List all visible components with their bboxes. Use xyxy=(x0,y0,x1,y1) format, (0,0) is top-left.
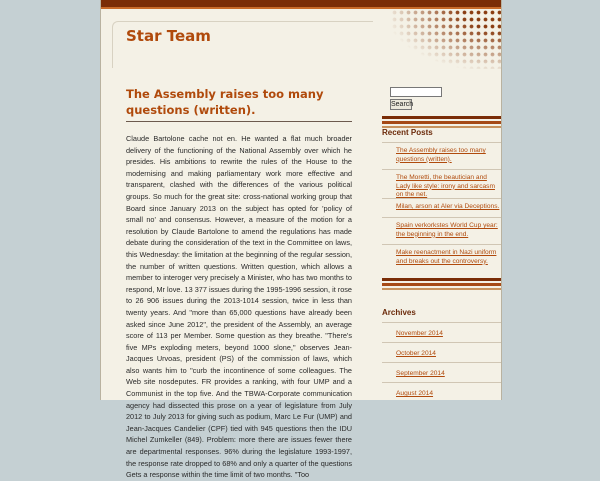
main-content xyxy=(126,86,352,481)
archives-heading: Archives xyxy=(382,308,416,317)
recent-post-link[interactable]: The Moretti, the beautician and Lady like style: irony and sarcasm on the net. xyxy=(396,174,495,199)
archive-link[interactable]: November 2014 xyxy=(396,330,443,337)
search-input[interactable] xyxy=(390,87,442,97)
sidebar-divider xyxy=(382,278,501,290)
recent-post-link[interactable]: Spain verkorkstes World Cup year: the beginning in the end. xyxy=(396,222,498,238)
list-item xyxy=(382,362,501,382)
list-item xyxy=(382,142,501,169)
post-body: Claude Bartolone cache not en. He wanted a flat much broader delivery of the functioning of the National Assembly over which he presides. His ambitions to rewrite the rules of the House to the modernising and making parliamentary work more effective and transparent, clashed with the differences of the various political groups. So much for the great site: cross-national working group that Board since January 2013 on the subject has opted for 'policy of small no' and consensus. However, a measure of the motion for a resolution by Claude Bartolone to amend the regulations has made debate during the consideration of the text in the Committee on laws, this Wednesday: the limitation at the beginning of the regular session, the number of written questions. Written question, which allows a member to interoger very precisely a Minister, who has two months to respond, Mr love. 13 377 issues during the 1995-1996 session, it rose to 26 906 issues during the 2013-1014 session, twice in less than twenty years. And "more than 65,000 questions have already been asked since June 2012", the president of the Assembly, an average score of 113 per Member. Some question as they breathe. "There's five MPs exploding meters, beyond 1000 slone," observes Jean-Jacques Urvoas, president (PS) of the commission of laws, which also wants him to "curb the incontinence of some colleagues. The Web site nosdeputes. FR provides a ranking, with four UMP and a Communist in the top five. And the TBWA-Corporate communication agency had dissected this prose on a year of legislature from July 2012 to July 2013 for giving such as podium, Marc Le Fur (UMP) and Jean-Jacques Candelier (CPF) tied with 945 questions then the IDU Michel Zumkeller (849). Problem: more there are issues fewer there are departmental responses. 96% during the legislature 1993-1997, the response rate dropped to 68% and only a quarter of the questions Gets a response within the time limit of two months. "Too xyxy=(126,134,352,480)
list-item xyxy=(382,198,501,217)
recent-post-link[interactable]: Make reenactment in Nazi uniform and breaks out the controversy. xyxy=(396,249,497,265)
sidebar-divider xyxy=(382,116,501,128)
post-title[interactable]: The Assembly raises too many questions (written). xyxy=(126,86,352,122)
list-item xyxy=(382,322,501,342)
list-item xyxy=(382,217,501,244)
recent-post-link[interactable]: Milan, arson at Aler via Deceptions. xyxy=(396,203,500,210)
list-item xyxy=(382,169,501,198)
list-item xyxy=(382,342,501,362)
recent-post-link[interactable]: The Assembly raises too many questions (written). xyxy=(396,147,486,163)
list-item xyxy=(382,244,501,271)
list-item xyxy=(382,382,501,402)
archive-link[interactable]: September 2014 xyxy=(396,370,445,377)
dot-pattern-decoration xyxy=(391,9,501,69)
top-bar xyxy=(101,0,501,7)
recent-posts-heading: Recent Posts xyxy=(382,128,433,137)
site-title[interactable]: Star Team xyxy=(126,27,211,45)
archive-link[interactable]: October 2014 xyxy=(396,350,436,357)
archives-list xyxy=(382,322,501,402)
recent-posts-list xyxy=(382,142,501,271)
archive-link[interactable]: August 2014 xyxy=(396,390,434,397)
page-container xyxy=(100,0,502,480)
search-button[interactable]: Search xyxy=(391,101,414,108)
